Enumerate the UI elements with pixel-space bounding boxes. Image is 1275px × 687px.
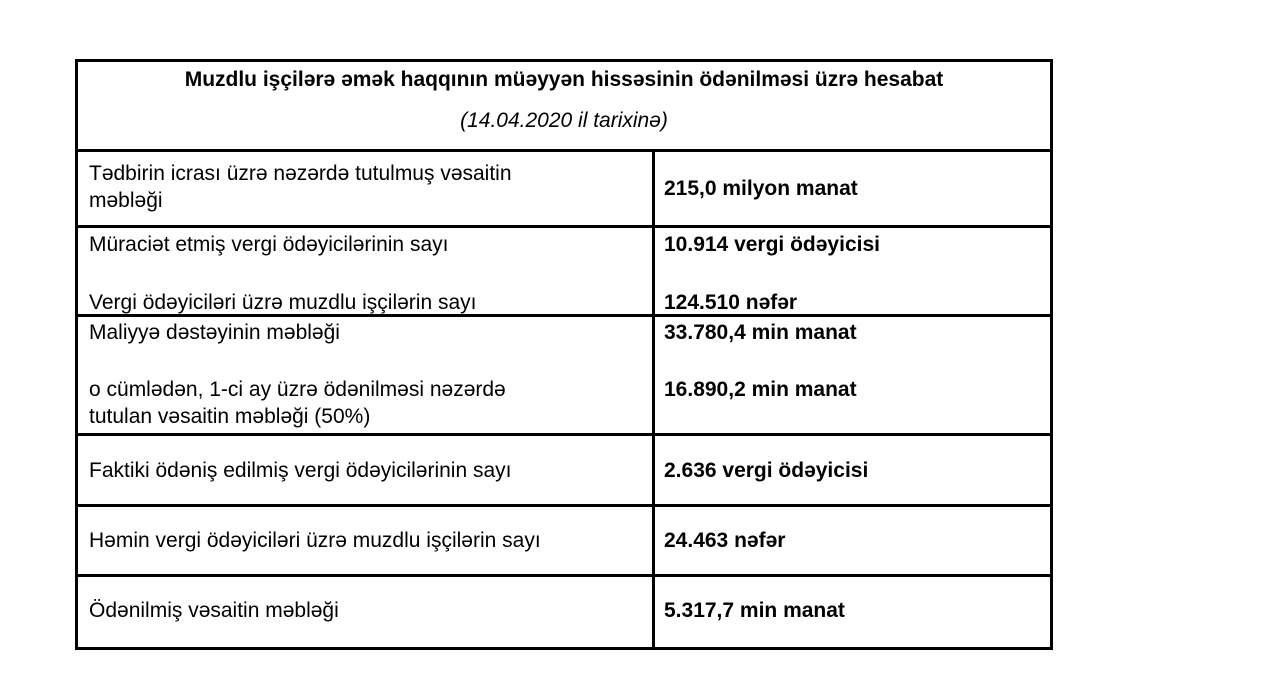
- table-row-planned-funds: [78, 152, 1050, 228]
- report-date: (14.04.2020 il tarixinə): [460, 109, 668, 132]
- row-value: 215,0 milyon manat: [664, 177, 858, 200]
- report-title: Muzdlu işçilərə əmək haqqının müəyyən hissəsinin ödənilməsi üzrə hesabat: [184, 68, 944, 91]
- table-row-employees: [78, 507, 1050, 577]
- table-row-financial-support: [78, 317, 1050, 436]
- row-label: [89, 376, 506, 430]
- report-table: [75, 59, 1053, 650]
- row-label: Vergi ödəyiciləri üzrə muzdlu işçilərin sayı: [89, 291, 477, 314]
- row-label-line: Tədbirin icrası üzrə nəzərdə tutulmuş vəsaitin: [89, 162, 512, 185]
- table-row-paid-taxpayers: [78, 436, 1050, 507]
- row-label: Müraciət etmiş vergi ödəyicilərinin sayı: [89, 233, 449, 256]
- row-label: Həmin vergi ödəyiciləri üzrə muzdlu işçilərin sayı: [89, 529, 541, 552]
- row-label: Ödənilmiş vəsaitin məbləği: [89, 599, 339, 622]
- row-value: 33.780,4 min manat: [664, 321, 857, 344]
- row-label: [89, 160, 512, 214]
- row-label-line: tutulan vəsaitin məbləği (50%): [89, 405, 371, 428]
- row-label: Maliyyə dəstəyinin məbləği: [89, 321, 340, 344]
- row-value: 5.317,7 min manat: [664, 599, 845, 622]
- table-row-paid-amount: [78, 577, 1050, 647]
- row-label: Faktiki ödəniş edilmiş vergi ödəyicilərinin sayı: [89, 459, 512, 482]
- row-value: 124.510 nəfər: [664, 291, 798, 314]
- row-value: 16.890,2 min manat: [664, 378, 857, 401]
- row-value: 10.914 vergi ödəyicisi: [664, 233, 880, 256]
- table-header: [78, 62, 1050, 152]
- row-value: 2.636 vergi ödəyicisi: [664, 459, 869, 482]
- table-row-applicants: [78, 228, 1050, 317]
- row-label-line: məbləği: [89, 189, 163, 212]
- row-label-line: o cümlədən, 1-ci ay üzrə ödənilməsi nəzərdə: [89, 378, 506, 401]
- row-value: 24.463 nəfər: [664, 529, 786, 552]
